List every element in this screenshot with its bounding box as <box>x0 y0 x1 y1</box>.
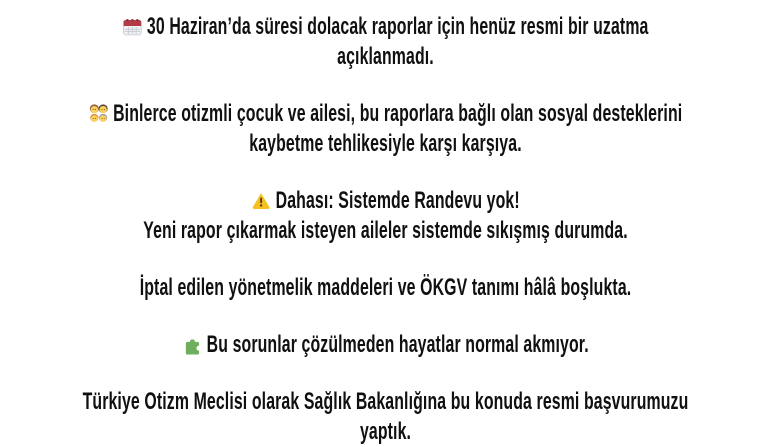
puzzle-icon <box>182 335 202 354</box>
paragraph-text: 30 Haziran’da süresi dolacak raporlar için henüz resmi bir uzatma <box>146 13 649 40</box>
paragraph-text: Dahası: Sistemde Randevu yok! <box>275 187 520 214</box>
paragraph-text: açıklanmadı. <box>337 43 434 70</box>
paragraph-line <box>0 12 770 42</box>
paragraph-deadline <box>0 12 770 72</box>
paragraph-families-at-risk <box>0 99 770 159</box>
paragraph-line <box>0 330 770 360</box>
paragraph-text: yaptık. <box>359 418 412 445</box>
paragraph-text: Bu sorunlar çözülmeden hayatlar normal akmıyor. <box>206 331 589 358</box>
paragraph-text: Yeni rapor çıkarmak isteyen aileler sistemde sıkışmış durumda. <box>143 217 628 244</box>
paragraph-text: Binlerce otizmli çocuk ve ailesi, bu raporlara bağlı olan sosyal desteklerini <box>113 100 683 127</box>
paragraph-line <box>0 186 770 216</box>
warning-icon <box>251 191 271 210</box>
paragraph-no-appointments <box>0 186 770 246</box>
paragraph-official-application <box>0 387 770 447</box>
paragraph-text: kaybetme tehlikesiyle karşı karşıya. <box>249 130 522 157</box>
paragraph-text: İptal edilen yönetmelik maddeleri ve ÖKGV tanımı hâlâ boşlukta. <box>139 274 632 301</box>
paragraph-text: Türkiye Otizm Meclisi olarak Sağlık Bakanlığına bu konuda resmi başvurumuzu <box>82 388 689 415</box>
paragraph-regulation-gap <box>0 273 770 303</box>
family-icon <box>89 104 109 123</box>
announcement-text-block <box>0 12 770 447</box>
calendar-icon <box>123 17 143 36</box>
paragraph-line <box>0 99 770 129</box>
paragraph-lives-on-hold <box>0 330 770 360</box>
